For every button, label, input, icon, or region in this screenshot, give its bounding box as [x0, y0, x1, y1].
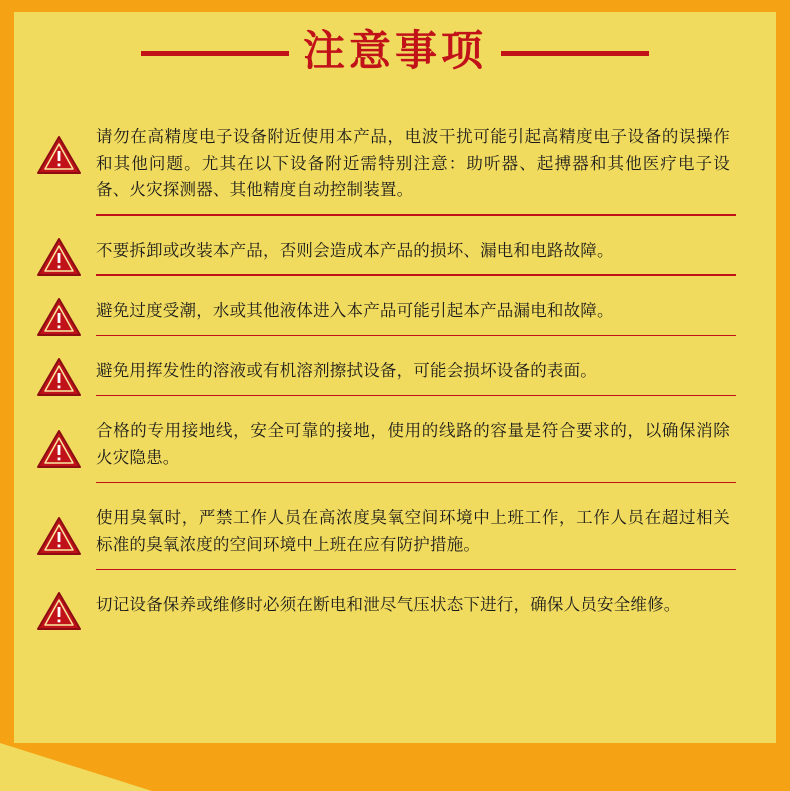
note-text: 不要拆卸或改装本产品，否则会造成本产品的损坏、漏电和电路故障。	[96, 241, 614, 260]
note-divider	[96, 395, 736, 397]
warning-triangle-icon	[36, 515, 82, 557]
warning-triangle-icon	[36, 356, 82, 398]
note-body	[96, 406, 736, 493]
note-body	[96, 226, 736, 286]
warning-triangle-icon	[36, 236, 82, 278]
note-body	[96, 112, 736, 226]
note-divider	[96, 569, 736, 571]
note-text: 避免过度受潮，水或其他液体进入本产品可能引起本产品漏电和故障。	[96, 301, 614, 320]
list-item	[36, 346, 736, 406]
list-item	[36, 406, 736, 493]
frame-left-edge	[0, 0, 14, 791]
notes-list	[36, 112, 736, 639]
note-text: 使用臭氧时，严禁工作人员在高浓度臭氧空间环境中上班工作，工作人员在超过相关标准的臭氧浓度的空间环境中上班在应有防护措施。	[96, 509, 730, 554]
list-item	[36, 580, 736, 639]
warning-triangle-icon	[36, 428, 82, 470]
page-header	[14, 12, 776, 90]
list-item	[36, 226, 736, 286]
frame-right-edge	[776, 0, 790, 791]
note-body	[96, 580, 736, 639]
warning-triangle-icon	[36, 296, 82, 338]
note-divider	[96, 482, 736, 484]
note-body	[96, 493, 736, 580]
note-text: 切记设备保养或维修时必须在断电和泄尽气压状态下进行，确保人员安全维修。	[96, 596, 681, 615]
frame-top-edge	[0, 0, 790, 12]
note-text: 请勿在高精度电子设备附近使用本产品，电波干扰可能引起高精度电子设备的误操作和其他问题。尤其在以下设备附近需特别注意：助听器、起搏器和其他医疗电子设备、火灾探测器、其他精度自动控制装置。	[96, 128, 730, 200]
list-item	[36, 112, 736, 226]
note-text: 合格的专用接地线，安全可靠的接地，使用的线路的容量是符合要求的，以确保消除火灾隐患。	[96, 422, 730, 468]
title-rule-left	[141, 51, 289, 56]
list-item	[36, 286, 736, 346]
note-divider	[96, 274, 736, 276]
note-divider	[96, 335, 736, 337]
note-body	[96, 286, 736, 346]
title-rule-right	[501, 51, 649, 56]
warning-triangle-icon	[36, 134, 82, 176]
warning-triangle-icon	[36, 590, 82, 632]
title-wrapper	[141, 27, 649, 74]
note-text: 避免用挥发性的溶液或有机溶剂擦拭设备，可能会损坏设备的表面。	[96, 362, 597, 381]
note-divider	[96, 214, 736, 216]
page-title: 注意事项	[302, 27, 487, 74]
list-item	[36, 493, 736, 580]
note-body	[96, 346, 736, 406]
